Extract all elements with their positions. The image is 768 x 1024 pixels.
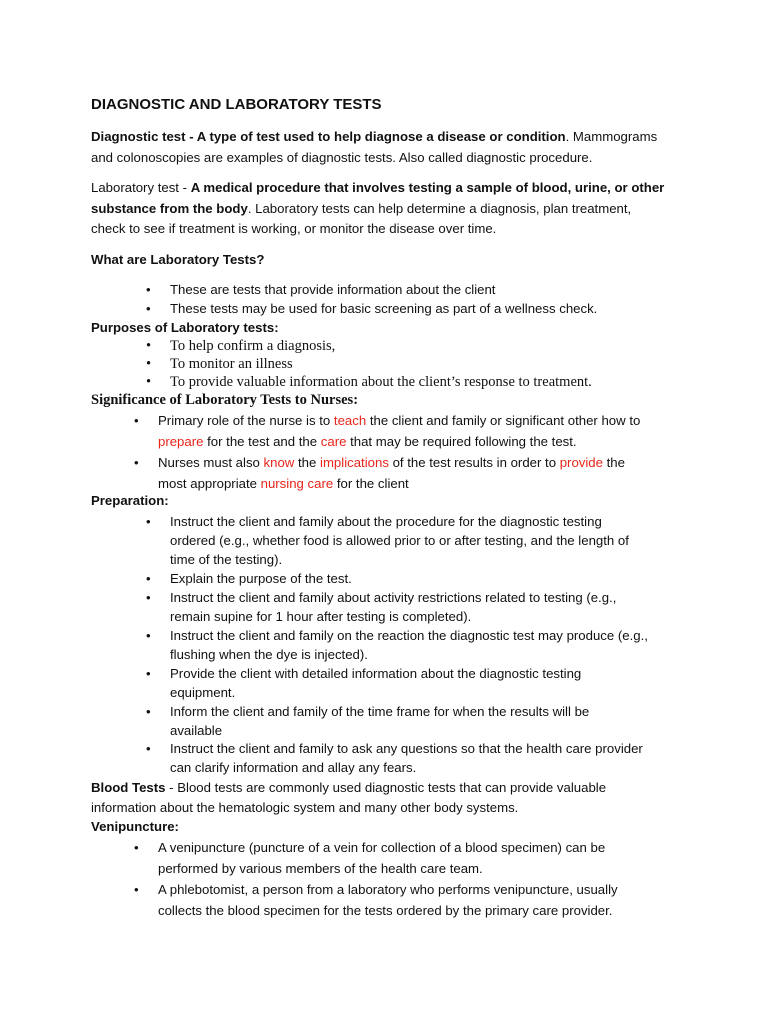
text: for the test and the: [203, 434, 321, 449]
highlight-teach: teach: [333, 413, 367, 428]
list-item: [146, 356, 293, 373]
diagnostic-test-text: . Mammograms: [565, 129, 658, 144]
list-item-text: To monitor an illness: [170, 356, 293, 372]
list-item: [146, 301, 598, 316]
bullet-icon: •: [146, 356, 152, 372]
text: most appropriate: [158, 476, 261, 491]
list-item: [134, 452, 625, 494]
laboratory-test-paragraph: [91, 178, 664, 240]
text: that may be required following the test.: [346, 434, 577, 449]
list-item: [146, 569, 352, 588]
list-item-text: time of the testing).: [170, 552, 283, 567]
list-item-text: Instruct the client and family on the reaction the diagnostic test may produce (e.g.,: [170, 628, 648, 643]
page-title: DIAGNOSTIC AND LABORATORY TESTS: [91, 96, 382, 113]
list-item-text: These tests may be used for basic screening as part of a wellness check.: [170, 301, 598, 316]
list-item-text: A phlebotomist, a person from a laboratory who performs venipuncture, usually: [158, 882, 618, 897]
list-item-text: performed by various members of the health care team.: [158, 861, 483, 876]
diagnostic-test-term: Diagnostic test - A type of test used to help diagnose a disease or condition: [91, 129, 566, 144]
list-item-text: can clarify information and allay any fears.: [170, 760, 417, 775]
bullet-icon: •: [146, 374, 152, 390]
list-item-text: Instruct the client and family to ask any questions so that the health care provider: [170, 741, 643, 756]
list-item-text: To provide valuable information about the client’s response to treatment.: [170, 374, 592, 390]
list-item-text: collects the blood specimen for the tests ordered by the primary care provider.: [158, 903, 613, 918]
text: for the client: [333, 476, 409, 491]
bullet-icon: •: [134, 840, 139, 855]
highlight-implications: implications: [320, 455, 389, 470]
preparation-heading: Preparation:: [91, 493, 169, 508]
significance-heading: Significance of Laboratory Tests to Nurses:: [91, 392, 359, 408]
bullet-icon: •: [146, 338, 152, 354]
highlight-prepare: prepare: [158, 434, 204, 449]
highlight-care: care: [320, 434, 347, 449]
what-are-heading: What are Laboratory Tests?: [91, 252, 265, 267]
laboratory-test-definition: substance from the body: [91, 200, 248, 216]
text: Nurses must also: [158, 455, 264, 470]
list-item-text: Instruct the client and family about activity restrictions related to testing (e.g.,: [170, 590, 617, 605]
blood-tests-paragraph: [91, 778, 606, 818]
list-item-text: remain supine for 1 hour after testing is completed).: [170, 609, 472, 624]
text: the: [294, 455, 321, 470]
bullet-icon: •: [146, 571, 151, 586]
list-item: [146, 664, 582, 702]
list-item: [146, 626, 648, 664]
list-item-text: A venipuncture (puncture of a vein for collection of a blood specimen) can be: [158, 840, 606, 855]
diagnostic-test-line: and colonoscopies are examples of diagnostic tests. Also called diagnostic procedure.: [91, 149, 593, 165]
list-item: [146, 512, 629, 569]
list-item-text: equipment.: [170, 685, 236, 700]
bullet-icon: •: [146, 628, 151, 643]
list-item-text: available: [170, 723, 223, 738]
bullet-icon: •: [146, 301, 151, 316]
list-item-text: Explain the purpose of the test.: [170, 571, 352, 586]
highlight-nursing-care: nursing care: [260, 476, 334, 491]
text: the client and family or significant other how to: [366, 413, 641, 428]
list-item: [146, 588, 617, 626]
bullet-icon: •: [134, 882, 139, 897]
laboratory-test-term: Laboratory test -: [91, 180, 191, 195]
highlight-know: know: [263, 455, 295, 470]
list-item-text: To help confirm a diagnosis,: [170, 338, 336, 354]
text: the: [602, 455, 625, 470]
laboratory-test-definition: A medical procedure that involves testing a sample of blood, urine, or other: [190, 180, 665, 195]
venipuncture-heading: Venipuncture:: [91, 819, 179, 834]
bullet-icon: •: [146, 282, 151, 297]
bullet-icon: •: [134, 413, 139, 428]
list-item-text: flushing when the dye is injected).: [170, 647, 368, 662]
purposes-heading: Purposes of Laboratory tests:: [91, 320, 279, 335]
list-item: [146, 374, 592, 391]
list-item: [134, 879, 618, 921]
list-item: [146, 739, 643, 777]
laboratory-test-line: check to see if treatment is working, or monitor the disease over time.: [91, 221, 497, 236]
bullet-icon: •: [146, 590, 151, 605]
list-item: [134, 837, 606, 879]
list-item-text: ordered (e.g., whether food is allowed prior to or after testing, and the length of: [170, 533, 629, 548]
blood-tests-line: information about the hematologic system and many other body systems.: [91, 800, 519, 815]
diagnostic-test-paragraph: [91, 127, 657, 168]
bullet-icon: •: [146, 666, 151, 681]
laboratory-test-text: . Laboratory tests can help determine a diagnosis, plan treatment,: [247, 200, 632, 216]
bullet-icon: •: [146, 704, 151, 719]
bullet-icon: •: [134, 455, 139, 470]
highlight-provide: provide: [559, 455, 603, 470]
list-item: [146, 282, 496, 297]
list-item-text: Inform the client and family of the time frame for when the results will be: [170, 704, 590, 719]
list-item-text: Instruct the client and family about the procedure for the diagnostic testing: [170, 514, 602, 529]
list-item: [146, 338, 336, 355]
list-item-text: Provide the client with detailed information about the diagnostic testing: [170, 666, 582, 681]
blood-tests-text: - Blood tests are commonly used diagnostic tests that can provide valuable: [165, 780, 607, 795]
list-item: [134, 410, 641, 452]
list-item-text: These are tests that provide information about the client: [170, 282, 496, 297]
bullet-icon: •: [146, 741, 151, 756]
blood-tests-term: Blood Tests: [91, 780, 166, 795]
text: Primary role of the nurse is to: [158, 413, 334, 428]
list-item: [146, 702, 590, 740]
text: of the test results in order to: [388, 455, 560, 470]
bullet-icon: •: [146, 514, 151, 529]
